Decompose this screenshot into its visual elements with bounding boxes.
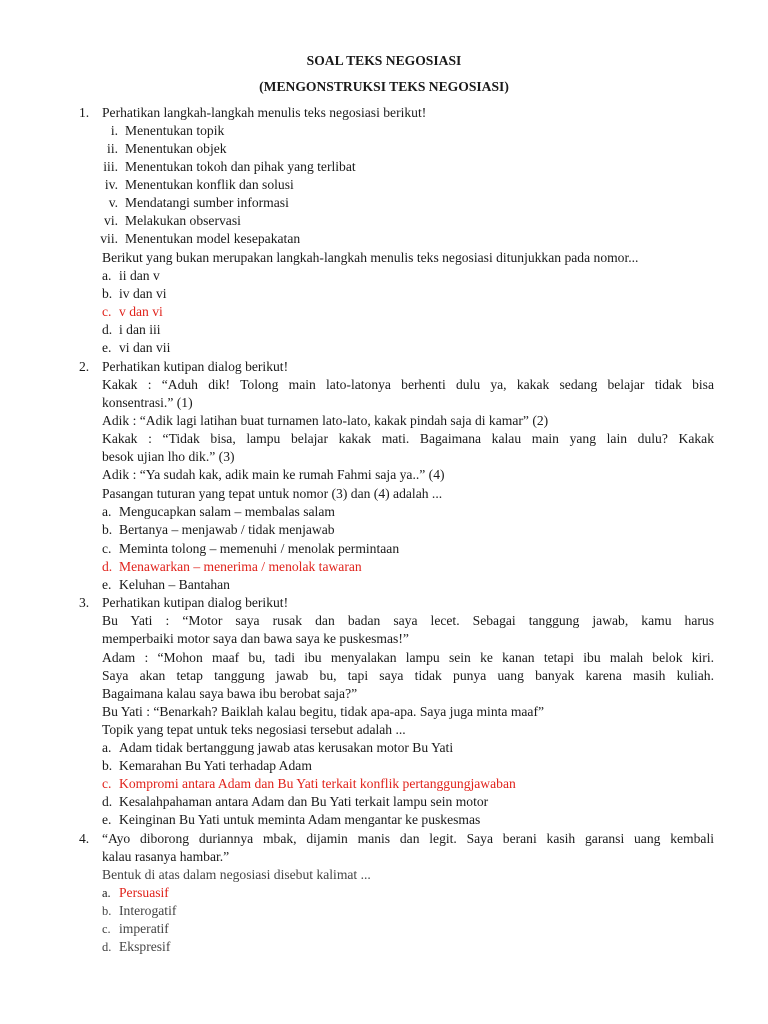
- option-text: Kesalahpahaman antara Adam dan Bu Yati terkait lampu sein motor: [119, 794, 489, 809]
- question-prompt: kalau rasanya hambar.”: [102, 849, 230, 864]
- dialog-line: besok ujian lho dik.” (3): [102, 449, 235, 464]
- dialog-line: Bu Yati : “Benarkah? Baiklah kalau begitu, tidak apa-apa. Saya juga minta maaf”: [102, 704, 545, 719]
- option-letter: a.: [102, 886, 111, 900]
- correct-option-text: Menawarkan – menerima / menolak tawaran: [119, 559, 362, 574]
- step-text: Menentukan objek: [125, 141, 227, 156]
- option-text: Meminta tolong – memenuhi / menolak permintaan: [119, 541, 400, 556]
- step-number: ii.: [107, 141, 118, 156]
- correct-option-text: Persuasif: [119, 885, 169, 900]
- option-letter: d.: [102, 940, 112, 954]
- option-text: Mengucapkan salam – membalas salam: [119, 504, 335, 519]
- step-number: i.: [110, 123, 118, 138]
- question-prompt: Perhatikan kutipan dialog berikut!: [102, 359, 289, 374]
- option-letter: c.: [102, 541, 112, 556]
- step-text: Menentukan tokoh dan pihak yang terlibat: [125, 159, 356, 174]
- correct-option-letter: c.: [102, 304, 112, 319]
- option-text: iv dan vi: [119, 286, 167, 301]
- option-letter: a.: [102, 740, 112, 755]
- option-letter: e.: [102, 340, 112, 355]
- option-letter: a.: [102, 504, 112, 519]
- step-text: Menentukan topik: [125, 123, 225, 138]
- page-title: SOAL TEKS NEGOSIASI: [306, 53, 462, 68]
- option-text: Interogatif: [119, 903, 177, 918]
- option-text: Kemarahan Bu Yati terhadap Adam: [119, 758, 312, 773]
- dialog-line: Adik : “Adik lagi latihan buat turnamen lato-lato, kakak pindah saja di kamar” (2): [102, 413, 549, 428]
- question-prompt: Perhatikan kutipan dialog berikut!: [102, 595, 289, 610]
- dialog-line: konsentrasi.” (1): [102, 395, 193, 410]
- question-text: Pasangan tuturan yang tepat untuk nomor (3) dan (4) adalah ...: [102, 486, 443, 501]
- step-text: Menentukan model kesepakatan: [125, 231, 301, 246]
- step-number: iv.: [104, 177, 118, 192]
- option-text: Keluhan – Bantahan: [119, 577, 230, 592]
- option-text: ii dan v: [119, 268, 160, 283]
- question-text: Bentuk di atas dalam negosiasi disebut kalimat ...: [102, 867, 371, 882]
- dialog-line: Adam : “Mohon maaf bu, tadi ibu menyalakan lampu sein ke kanan tetapi ibu malah belok kiri.: [102, 650, 714, 665]
- option-letter: d.: [102, 322, 113, 337]
- dialog-line: Adik : “Ya sudah kak, adik main ke rumah Fahmi saja ya..” (4): [102, 467, 445, 482]
- question-number: 4.: [79, 831, 90, 846]
- dialog-line: Kakak : “Aduh dik! Tolong main lato-latonya berhenti dulu ya, kakak sedang belajar tidak bisa: [102, 377, 714, 392]
- option-letter: a.: [102, 268, 112, 283]
- question-number: 1.: [79, 105, 90, 120]
- option-letter: b.: [102, 286, 113, 301]
- correct-option-letter: d.: [102, 559, 113, 574]
- option-text: Bertanya – menjawab / tidak menjawab: [119, 522, 335, 537]
- option-text: i dan iii: [119, 322, 161, 337]
- option-text: Adam tidak bertanggung jawab atas kerusakan motor Bu Yati: [119, 740, 454, 755]
- option-letter: b.: [102, 758, 113, 773]
- question-number: 3.: [79, 595, 90, 610]
- dialog-line: Kakak : “Tidak bisa, lampu belajar kakak mati. Bagaimana kalau main yang lain dulu? Kakak: [102, 431, 714, 446]
- step-text: Mendatangi sumber informasi: [125, 195, 289, 210]
- step-text: Melakukan observasi: [125, 213, 241, 228]
- option-text: Ekspresif: [119, 939, 171, 954]
- step-text: Menentukan konflik dan solusi: [125, 177, 294, 192]
- dialog-line: Saya akan tetap tanggung jawab bu, tapi saya tidak punya uang banyak karena masih kuliah.: [102, 668, 714, 683]
- step-number: vii.: [100, 231, 118, 246]
- page-subtitle: (MENGONSTRUKSI TEKS NEGOSIASI): [259, 79, 509, 94]
- step-number: v.: [108, 195, 118, 210]
- option-text: Keinginan Bu Yati untuk meminta Adam mengantar ke puskesmas: [119, 812, 481, 827]
- option-letter: b.: [102, 522, 113, 537]
- question-text: Topik yang tepat untuk teks negosiasi tersebut adalah ...: [102, 722, 406, 737]
- dialog-line: Bu Yati : “Motor saya rusak dan badan saya lecet. Sebagai tanggung jawab, kamu harus: [102, 613, 714, 628]
- correct-option-letter: c.: [102, 776, 112, 791]
- option-letter: e.: [102, 577, 112, 592]
- question-prompt: “Ayo diborong duriannya mbak, dijamin manis dan legit. Saya berani kasih garansi uang kembali: [102, 831, 714, 846]
- option-letter: e.: [102, 812, 112, 827]
- question-prompt: Perhatikan langkah-langkah menulis teks negosiasi berikut!: [102, 105, 427, 120]
- question-text: Berikut yang bukan merupakan langkah-langkah menulis teks negosiasi ditunjukkan pada nomor...: [102, 250, 639, 265]
- dialog-line: memperbaiki motor saya dan bawa saya ke puskesmas!”: [102, 631, 409, 646]
- option-letter: d.: [102, 794, 113, 809]
- step-number: vi.: [104, 213, 118, 228]
- question-number: 2.: [79, 359, 90, 374]
- option-letter: b.: [102, 904, 112, 918]
- correct-option-text: v dan vi: [119, 304, 163, 319]
- option-text: vi dan vii: [119, 340, 171, 355]
- correct-option-text: Kompromi antara Adam dan Bu Yati terkait konflik pertanggungjawaban: [119, 776, 516, 791]
- option-letter: c.: [102, 922, 111, 936]
- option-text: imperatif: [119, 921, 169, 936]
- dialog-line: Bagaimana kalau saya bawa ibu berobat saja?”: [102, 686, 358, 701]
- step-number: iii.: [103, 159, 118, 174]
